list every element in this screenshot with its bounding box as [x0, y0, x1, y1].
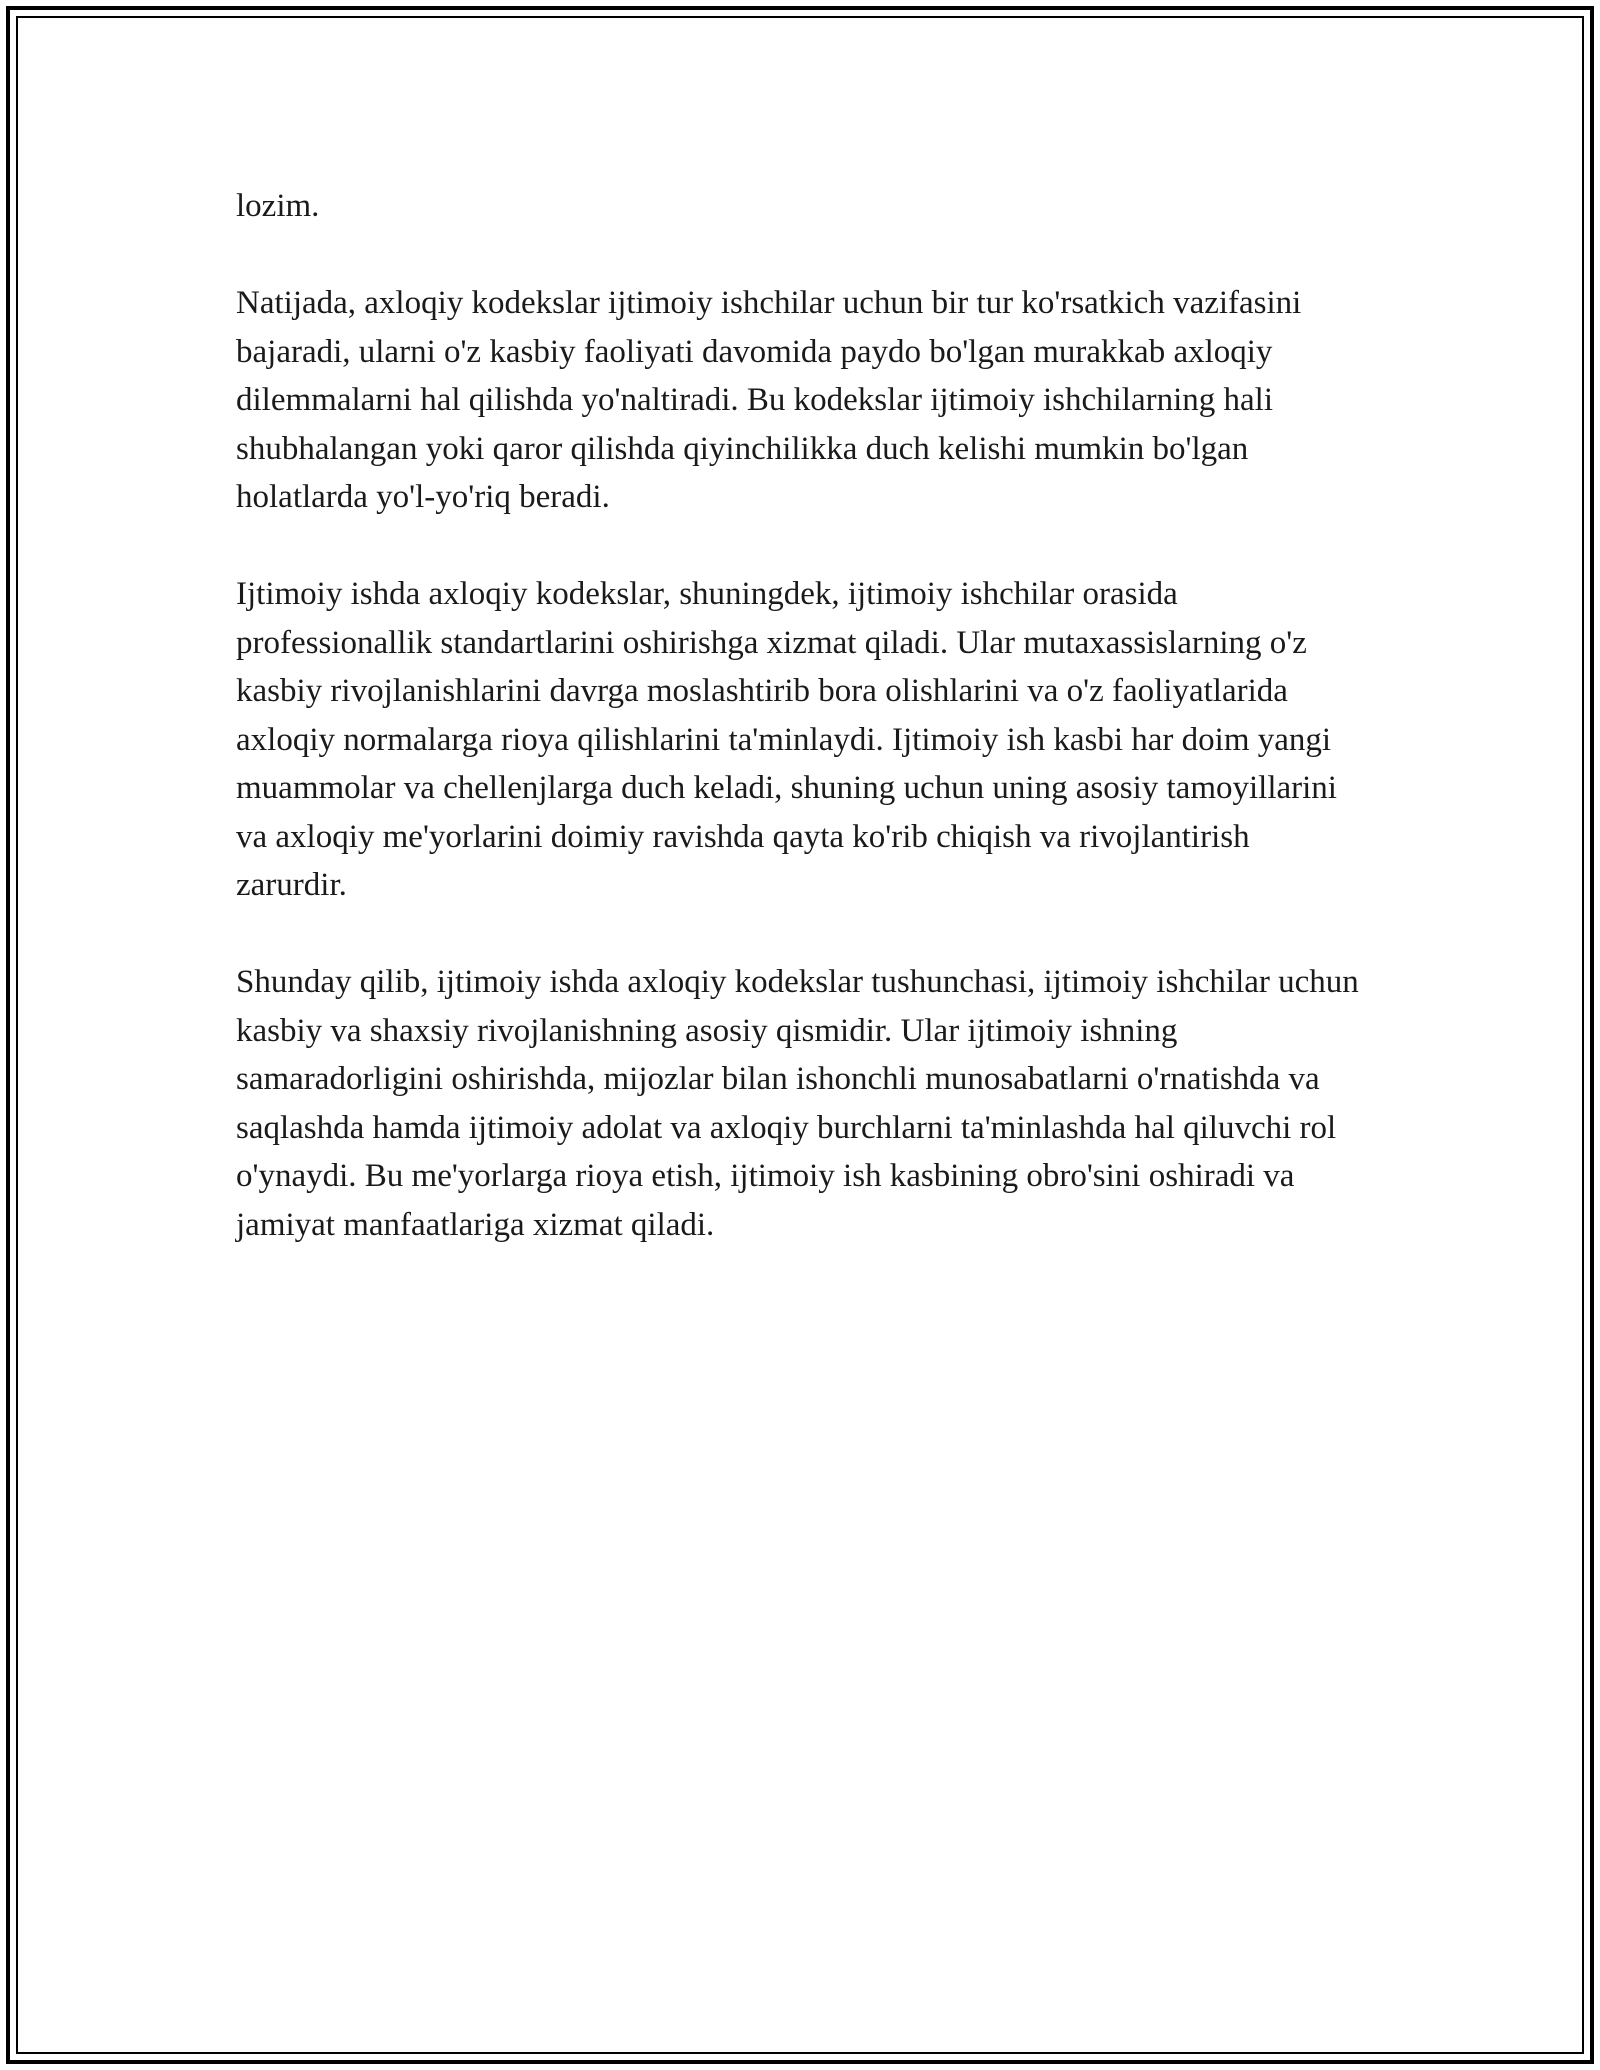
document-body	[236, 182, 1366, 1298]
paragraph-ethics-codes-guidance: Natijada, axloqiy kodekslar ijtimoiy ishchilar uchun bir tur ko'rsatkich vazifasini bajaradi, ularni o'z kasbiy faoliyati davomida paydo bo'lgan murakkab axloqiy dilemmalarni hal qilishda yo'naltiradi. Bu kodekslar ijtimoiy ishchilarning hali shubhalangan yoki qaror qilishda qiyinchilikka duch kelishi mumkin bo'lgan holatlarda yo'l-yo'riq beradi.	[236, 285, 1302, 515]
paragraph-conclusion: Shunday qilib, ijtimoiy ishda axloqiy kodekslar tushunchasi, ijtimoiy ishchilar uchun kasbiy va shaxsiy rivojlanishning asosiy qismidir. Ular ijtimoiy ishning samaradorligini oshirishda, mijozlar bilan ishonchli munosabatlarni o'rnatishda va saqlashda hamda ijtimoiy adolat va axloqiy burchlarni ta'minlashda hal qiluvchi rol o'ynaydi. Bu me'yorlarga rioya etish, ijtimoiy ish kasbining obro'sini oshiradi va jamiyat manfaatlariga xizmat qiladi.	[236, 964, 1359, 1243]
paragraph-professional-standards: Ijtimoiy ishda axloqiy kodekslar, shuningdek, ijtimoiy ishchilar orasida professionallik standartlarini oshirishga xizmat qiladi. Ular mutaxassislarning o'z kasbiy rivojlanishlarini davrga moslashtirib bora olishlarini va o'z faoliyatlarida axloqiy normalarga rioya qilishlarini ta'minlaydi. Ijtimoiy ish kasbi har doim yangi muammolar va chellenjlarga duch keladi, shuning uchun uning asosiy tamoyillarini va axloqiy me'yorlarini doimiy ravishda qayta ko'rib chiqish va rivojlantirish zarurdir.	[236, 576, 1337, 903]
paragraph-continuation: lozim.	[236, 188, 320, 224]
